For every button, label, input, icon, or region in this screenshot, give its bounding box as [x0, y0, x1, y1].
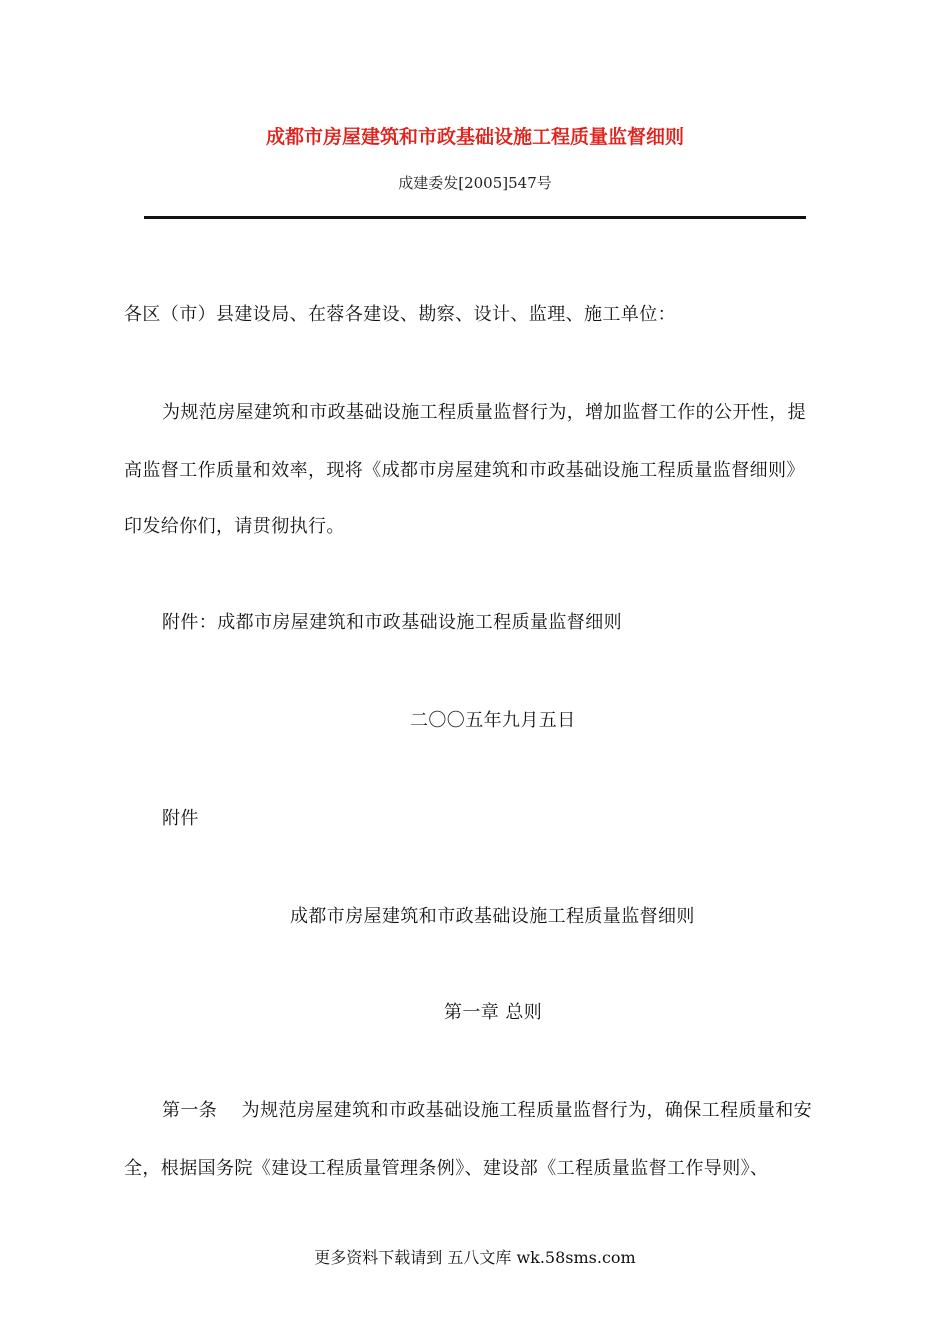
article1-line1: 第一条 为规范房屋建筑和市政基础设施工程质量监督行为，确保工程质量和安	[162, 1100, 813, 1121]
document-number: 成建委发[2005]547号	[398, 174, 552, 192]
header-divider	[144, 216, 806, 219]
article1-line2: 全，根据国务院《建设工程质量管理条例》、建设部《工程质量监督工作导则》、	[124, 1158, 769, 1179]
document-title: 成都市房屋建筑和市政基础设施工程质量监督细则	[265, 126, 684, 148]
attachment-title: 成都市房屋建筑和市政基础设施工程质量监督细则	[290, 906, 695, 927]
salutation: 各区（市）县建设局、在蓉各建设、勘察、设计、监理、施工单位：	[124, 304, 676, 325]
paragraph1-line3: 印发给你们，请贯彻执行。	[124, 516, 345, 537]
attachment-label: 附件	[162, 808, 199, 829]
attachment-line: 附件：成都市房屋建筑和市政基础设施工程质量监督细则	[162, 612, 622, 633]
footer-download-note: 更多资料下载请到 五八文库 wk.58sms.com	[314, 1248, 636, 1267]
paragraph1-line2: 高监督工作质量和效率，现将《成都市房屋建筑和市政基础设施工程质量监督细则》	[124, 460, 805, 481]
issue-date: 二〇〇五年九月五日	[410, 710, 576, 731]
paragraph1-line1: 为规范房屋建筑和市政基础设施工程质量监督行为，增加监督工作的公开性，提	[162, 402, 806, 423]
chapter-heading: 第一章 总则	[444, 1002, 543, 1023]
